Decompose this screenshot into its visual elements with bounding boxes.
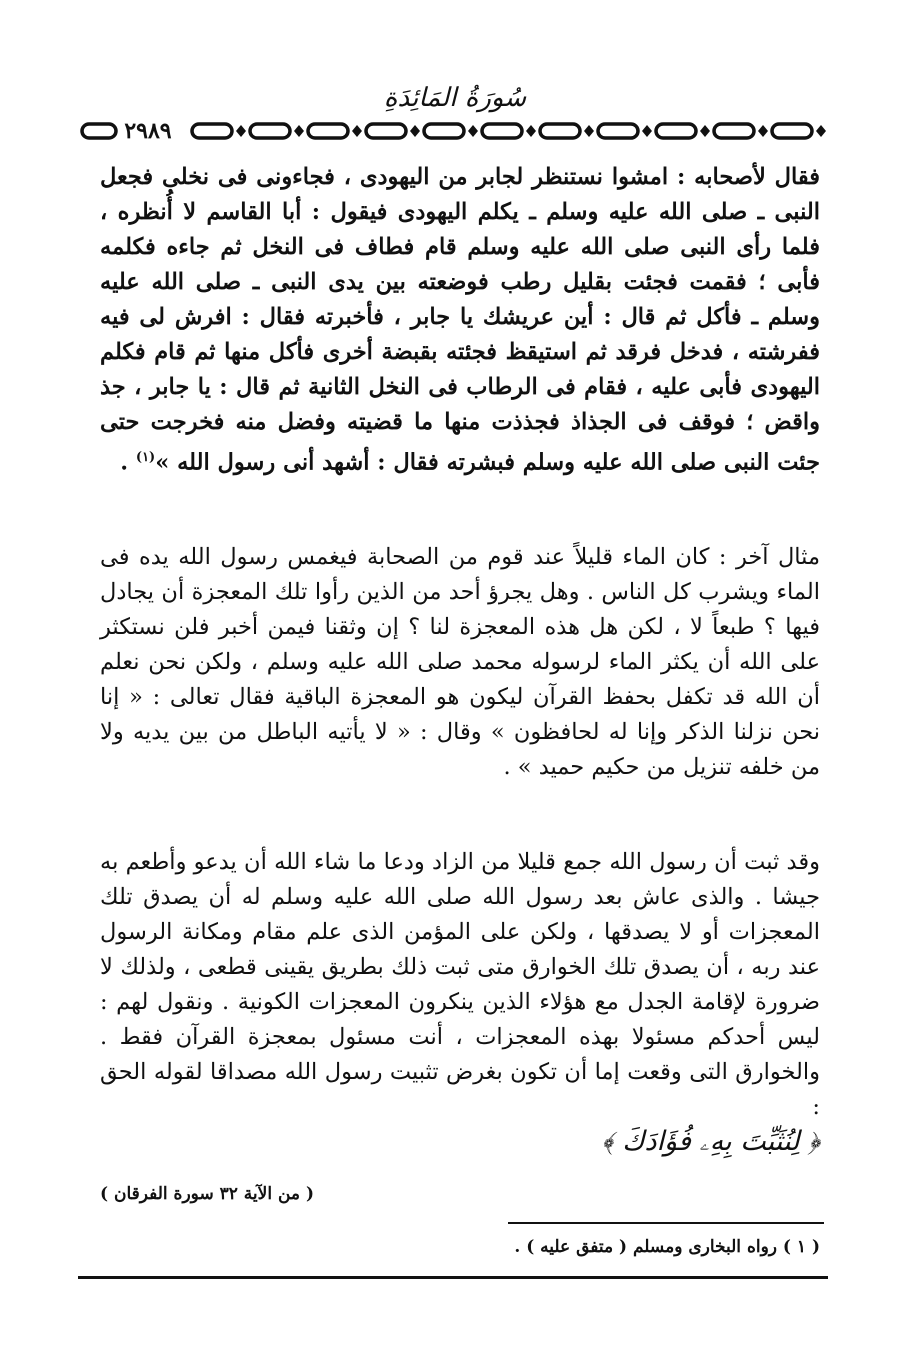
paragraph-1-text: فقال لأصحابه : امشوا نستنظر لجابر من اليهودى ، فجاءونى فى نخلى فجعل النبى ـ صلى الله عليه وسلم ـ يكلم اليهودى فيقول : أبا القاسم لا أُنظره ، فلما رأى النبى صلى الله عليه وسلم قام فطاف فى النخل ثم جاءه فكلمه فأبى ؛ فقمت فجئت بقليل رطب فوضعته بين يدى النبى ـ صلى الله عليه وسلم ـ فأكل ثم قال : أين عريشك يا جابر ، فأخبرته فقال : افرش لى فيه ففرشته ، فدخل فرقد ثم استيقظ فجئته بقبضة أخرى فأكل منها ثم قام فكلم اليهودى فأبى عليه ، فقام فى الرطاب فى النخل الثانية ثم قال : يا جابر ، جذ واقض ؛ فوقف فى الجذاذ فجذذت منها ما قضيته وفضل منه فخرجت حتى جئت النبى صلى الله عليه وسلم فبشرته فقال : أشهد أنى رسول الله » [100, 164, 820, 476]
page-number: ٢٩٨٩ [124, 118, 172, 144]
footnote-divider [508, 1222, 824, 1224]
footnote-marker: (١) [135, 450, 156, 465]
surah-title: سُورَةُ المَائِدَةِ [383, 83, 527, 113]
footnote: ( ١ ) رواه البخارى ومسلم ( متفق عليه ) . [514, 1237, 820, 1257]
verse-reference: ( من الآية ٣٢ سورة الفرقان ) [100, 1184, 315, 1204]
paragraph-3: وقد ثبت أن رسول الله جمع قليلا من الزاد ودعا ما شاء الله أن يدعو وأطعم به جيشا . والذى عاش بعد رسول الله صلى الله عليه وسلم له أن يصدق تلك المعجزات أو لا يصدقها ، ولكن على المؤمن الذى علم مقام ومكانة الرسول عند ربه ، أن يصدق تلك الخوارق متى ثبت ذلك بطريق يقينى قطعى ، ولذلك لا ضرورة لإقامة الجدل مع هؤلاء الذين ينكرون المعجزات الكونية . ونقول لهم : ليس أحدكم مسئولا بهذه المعجزات ، أنت مسئول بمعجزة القرآن فقط . والخوارق التى وقعت إما أن تكون بغرض تثبيت رسول الله مصداقا لقوله الحق : [100, 849, 820, 1120]
paragraph-2: مثال آخر : كان الماء قليلاً عند قوم من الصحابة فيغمس رسول الله يده فى الماء ويشرب كل الناس . وهل يجرؤ أحد من الذين رأوا تلك المعجزة أن يجادل فيها ؟ طبعاً لا ، لكن هل هذه المعجزة لنا ؟ إن وثقنا فيمن أخبر فلن نستكثر على الله أن يكثر الماء لرسوله محمد صلى الله عليه وسلم ، ولكن نحن نعلم أن الله قد تكفل بحفظ القرآن ليكون هو المعجزة الباقية فقال تعالى : « إنا نحن نزلنا الذكر وإنا له لحافظون » وقال : « لا يأتيه الباطل من بين يديه ولا من خلفه تنزيل من حكيم حميد » . [100, 544, 820, 780]
ornament-border [80, 118, 830, 144]
paragraph-1: فقال لأصحابه : امشوا نستنظر لجابر من اليهودى ، فجاءونى فى نخلى فجعل النبى ـ صلى الله عليه وسلم ـ يكلم اليهودى فيقول : أبا القاسم لا أُنظره ، فلما رأى النبى صلى الله عليه وسلم قام فطاف فى النخل ثم جاءه فكلمه فأبى ؛ فقمت فجئت بقليل رطب فوضعته بين يدى النبى ـ صلى الله عليه وسلم ـ فأكل ثم قال : أين عريشك يا جابر ، فأخبرته فقال : افرش لى فيه ففرشته ، فدخل فرقد ثم استيقظ فجئته بقبضة أخرى فأكل منها ثم قام فكلم اليهودى فأبى عليه ، فقام فى الرطاب فى النخل الثانية ثم قال : يا جابر ، جذ واقض ؛ فوقف فى الجذاذ فجذذت منها ما قضيته وفضل منه فخرجت حتى جئت النبى صلى الله عليه وسلم فبشرته فقال : أشهد أنى رسول الله »$^{(١)}$ . [100, 164, 820, 476]
quran-verse: ﴿ لِنُثَبِّتَ بِهِۦ فُؤَادَكَ ﴾ [601, 1126, 820, 1157]
bottom-rule [78, 1276, 828, 1279]
